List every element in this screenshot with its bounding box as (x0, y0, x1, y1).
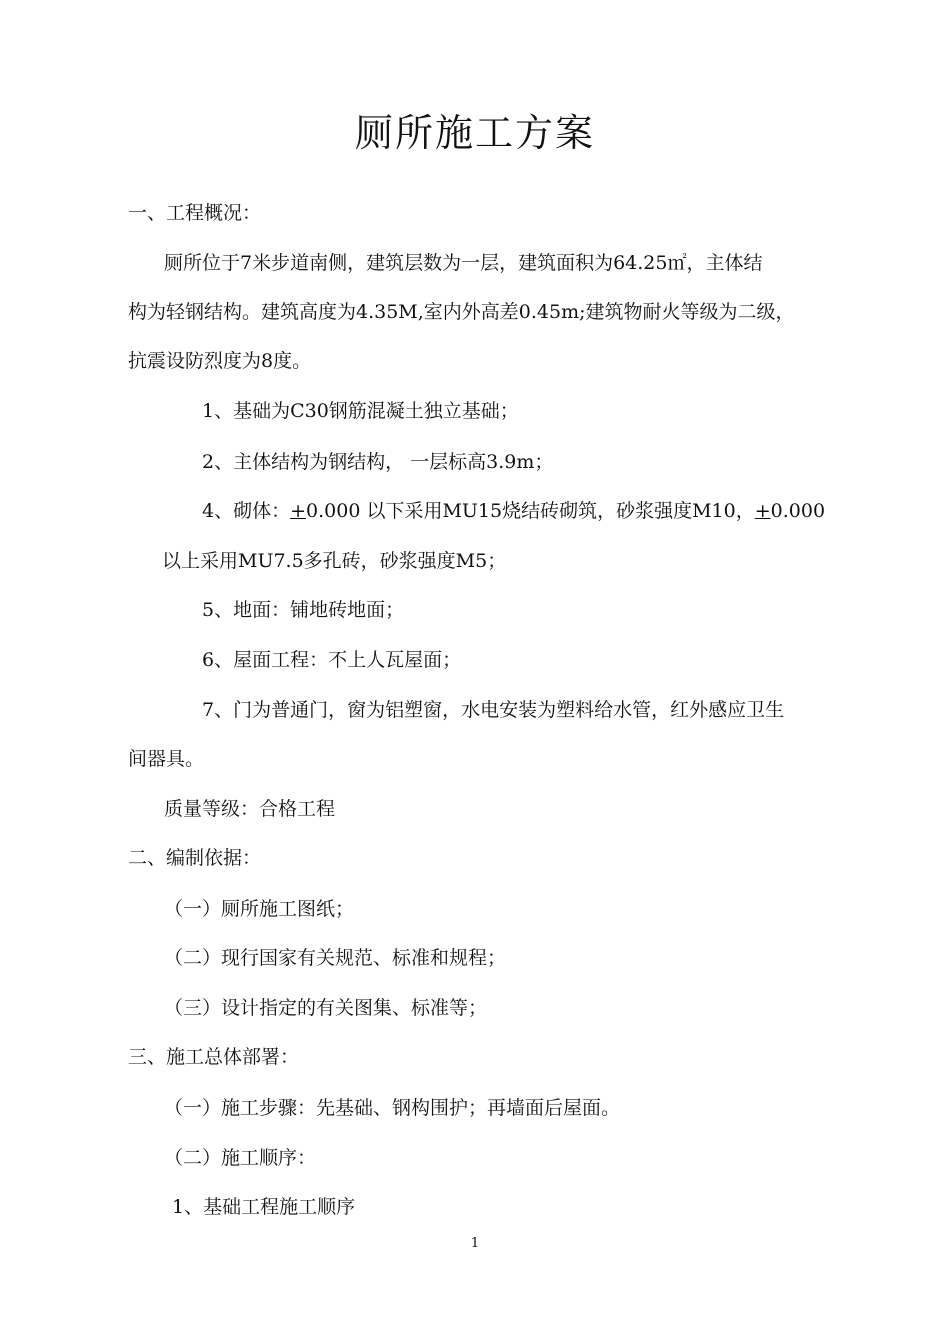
basis-item-drawings: （一）厕所施工图纸； (164, 898, 355, 920)
page-number: 1 (470, 1236, 480, 1251)
overview-paragraph-line-3: 抗震设防烈度为8度。 (128, 350, 312, 372)
section-heading-deployment: 三、施工总体部署： (128, 1046, 300, 1068)
section-heading-overview: 一、工程概况： (128, 202, 262, 224)
masonry-elevation: 0.000 (770, 500, 826, 522)
overview-item-doors-windows-line-2: 间器具。 (128, 748, 205, 770)
overview-item-masonry (202, 498, 825, 524)
plus-minus-sign: + (290, 500, 307, 522)
deployment-item-steps: （一）施工步骤：先基础、钢构围护；再墙面后屋面。 (164, 1097, 621, 1119)
document-title: 厕所施工方案 (354, 111, 595, 155)
section-heading-basis: 二、编制依据： (128, 847, 262, 869)
basis-item-standards: （二）现行国家有关规范、标准和规程； (164, 947, 507, 969)
overview-item-roof: 6、屋面工程：不上人瓦屋面； (202, 649, 462, 671)
deployment-sub-foundation-sequence: 1、基础工程施工顺序 (172, 1196, 356, 1218)
overview-item-foundation: 1、基础为C30钢筋混凝土独立基础； (202, 400, 519, 422)
basis-item-atlases: （三）设计指定的有关图集、标准等； (164, 997, 488, 1019)
deployment-item-sequence: （二）施工顺序： (164, 1147, 317, 1169)
overview-item-doors-windows: 7、门为普通门，窗为铝塑窗，水电安装为塑料给水管，红外感应卫生 (202, 699, 785, 721)
masonry-below-text: 0.000 以下采用MU15烧结砖砌筑，砂浆强度M10， (306, 500, 755, 522)
overview-item-masonry-line-2: 以上采用MU7.5多孔砖，砂浆强度M5； (162, 550, 507, 572)
plus-minus-sign: + (754, 500, 771, 522)
overview-paragraph-line-1: 厕所位于7米步道南侧，建筑层数为一层，建筑面积为64.25㎡，主体结 (164, 252, 763, 274)
overview-paragraph-line-2: 构为轻钢结构。建筑高度为4.35M,室内外高差0.45m;建筑物耐火等级为二级， (128, 301, 795, 323)
masonry-label: 4、砌体： (202, 500, 291, 522)
overview-item-structure: 2、主体结构为钢结构， 一层标高3.9m； (202, 451, 554, 473)
quality-grade: 质量等级：合格工程 (164, 798, 336, 820)
overview-item-floor: 5、地面：铺地砖地面； (202, 599, 405, 621)
